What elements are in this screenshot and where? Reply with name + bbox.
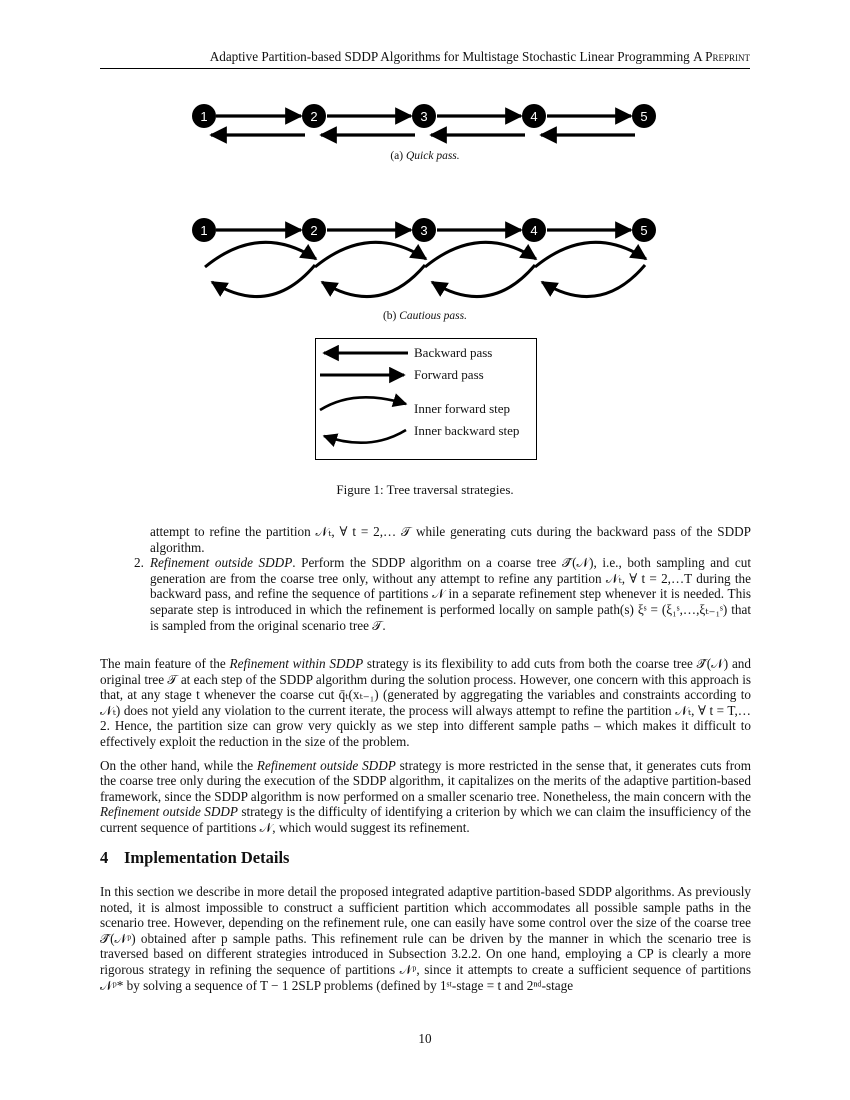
refinement-list	[134, 524, 751, 633]
legend-inner-backward-label: Inner backward step	[414, 423, 520, 438]
legend-forward-label: Forward pass	[414, 367, 484, 382]
node-2-label: 2	[310, 223, 318, 238]
header-title: Adaptive Partition-based SDDP Algorithms for Multistage Stochastic Linear Programming	[209, 49, 690, 64]
node-1-label: 1	[200, 109, 208, 124]
p1-emphasis: Refinement within SDDP	[229, 656, 364, 671]
legend-inner-forward-label: Inner forward step	[414, 401, 511, 416]
node-2-label: 2	[310, 109, 318, 124]
paragraph-refinement-outside	[100, 758, 751, 836]
node-3-label: 3	[420, 109, 428, 124]
header-tag: A Preprint	[693, 49, 750, 64]
subcaption-b-label: (b)	[382, 310, 397, 322]
p2-emphasis-2: Refinement outside SDDP	[100, 804, 238, 820]
p1-text-b: strategy is its flexibility to add cuts from both the coarse tree 𝒯̂(𝒩) and original tree 𝒯 at each step of the SDDP algorithm during the solution process. However, one concern with this approach is that, at any stage t whenever the coarse cut q̄ₜ(xₜ₋₁) (generated by aggregating the variables and constraints according to 𝒩ₜ) does not yield any violation to the current iterate, the process will always attempt to refine the partition 𝒩ₜ, ∀ t = T,…2. Hence, the partition size can grow very quickly as we step into different sample paths – which makes it difficult to effectively exploit the reduction in the size of the problem.	[100, 656, 751, 749]
legend-backward-label: Backward pass	[414, 345, 493, 360]
p1-text-a: The main feature of the	[100, 656, 230, 671]
node-4-label: 4	[530, 223, 538, 238]
section-heading	[100, 848, 289, 868]
subcaption-a-text: Quick pass.	[405, 150, 460, 162]
subcaption-b-text: Cautious pass.	[399, 310, 468, 322]
list-item-2-text: . Perform the SDDP algorithm on a coarse tree 𝒯̂(𝒩), i.e., both sampling and cut generation are from the coarse tree only, without any attempt to refine any partition 𝒩ₜ, ∀ t = 2,…T during the backward pass, and refine the sequence of partitions 𝒩 in a separate refinement step whenever it is needed. This separate step is introduced in which the refinement is performed locally on sample path(s) ξˢ = (ξ₁ˢ,…,ξₜ₋₁ˢ) that is sampled from the original scenario tree 𝒯.	[150, 555, 751, 633]
subcaption-a	[0, 150, 850, 162]
subcaption-a-label: (a)	[390, 150, 404, 162]
section-number: 4	[100, 848, 109, 867]
paragraph-implementation: In this section we describe in more detail the proposed integrated adaptive partition-based SDDP algorithms. As previously noted, it is almost impossible to construct a sufficient partition which accommodates all possible sample paths in the scenario tree. However, depending on the refinement rule, one can easily have some control over the size of the coarse tree 𝒯̂(𝒩ᵖ) obtained after p sample paths. This refinement rule can be driven by the manner in which the scenario tree is traversed based on different strategies introduced in Subsection 3.2.2. On one hand, employing a CP is clearly a more rigorous strategy in refining the sequence of partitions 𝒩ᵖ, since it attempts to create a sufficient sequence of partitions 𝒩ᵖ* by solving a sequence of T − 1 2SLP problems (defined by 1ˢᵗ-stage = t and 2ⁿᵈ-stage	[100, 884, 751, 993]
paragraph-refinement-within	[100, 656, 751, 750]
node-5-label: 5	[640, 223, 648, 238]
list-item-2-title: Refinement outside SDDP	[150, 555, 293, 571]
subcaption-b	[0, 310, 850, 322]
p2-emphasis-1: Refinement outside SDDP	[256, 757, 396, 773]
node-4-label: 4	[530, 109, 538, 124]
body-paragraphs	[100, 656, 751, 844]
section-title: Implementation Details	[124, 848, 290, 867]
list-item-2-number: 2.	[134, 555, 144, 571]
p2-text-c: strategy is the difficulty of identifying a criterion by which we can claim the insufficiency of the current sequence of partitions 𝒩, which would suggest its refinement.	[100, 804, 752, 835]
cautious-pass-inner-forward-steps	[205, 242, 646, 267]
page-number: 10	[418, 1031, 432, 1046]
list-item-1-continuation: attempt to refine the partition 𝒩ₜ, ∀ t = 2,… 𝒯 while generating cuts during the backward pass of the SDDP algorithm.	[150, 524, 751, 555]
node-3-label: 3	[420, 223, 428, 238]
section-4-body	[100, 884, 751, 1001]
figure-caption: Figure 1: Tree traversal strategies.	[336, 482, 514, 497]
p2-text-b: strategy is more restricted in the sense that, it generates cuts from the coarse tree only during the execution of the SDDP algorithm, it capitalizes on the merits of the adaptive partition-based framework, since the SDDP algorithm is now performed on a smaller scenario tree. Nonetheless, the main concern with the	[100, 757, 752, 804]
node-1-label: 1	[200, 223, 208, 238]
node-5-label: 5	[640, 109, 648, 124]
cautious-pass-inner-backward-steps	[212, 265, 645, 297]
list-item-2	[134, 555, 751, 633]
p2-text-a: On the other hand, while the	[100, 757, 257, 773]
